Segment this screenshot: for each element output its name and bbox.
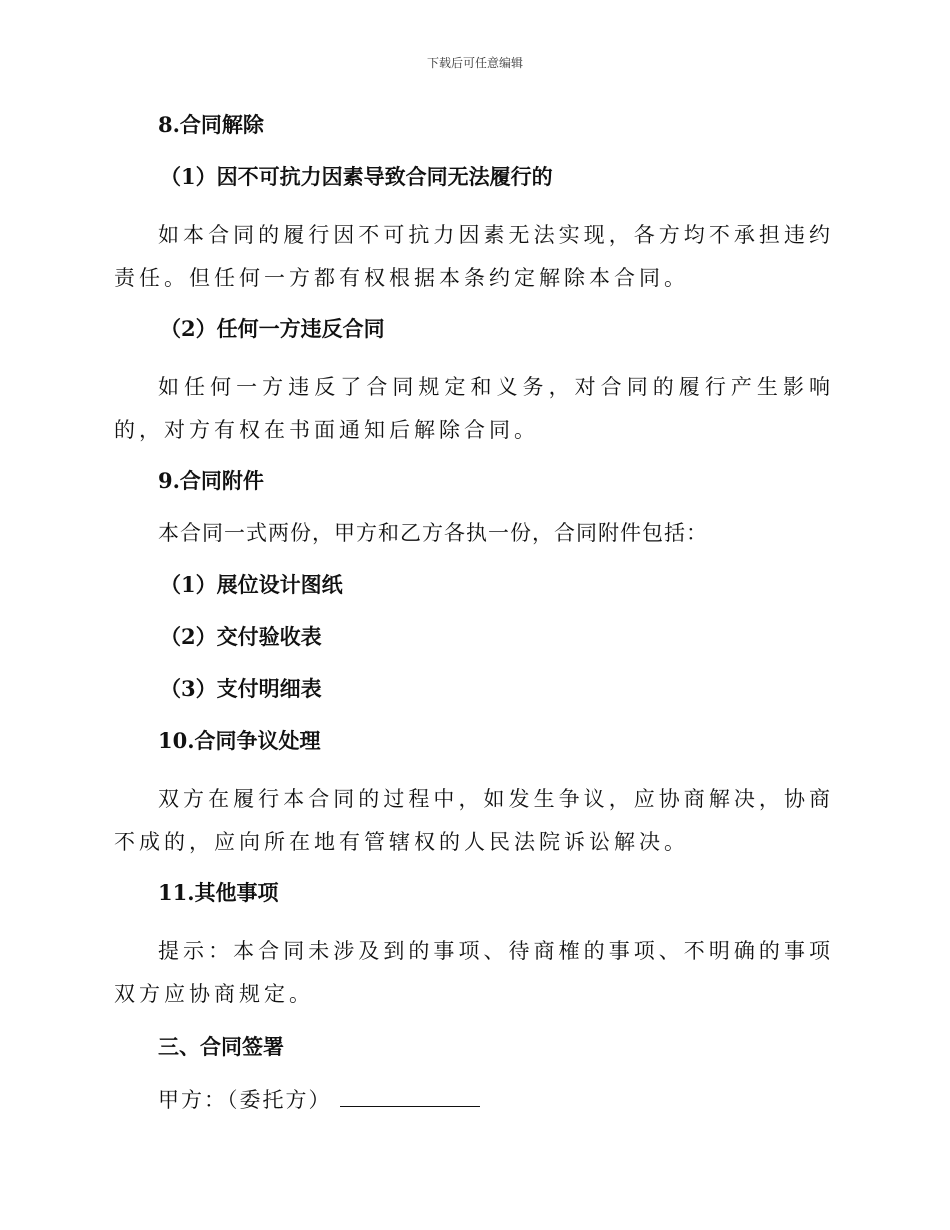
party-a-label: 甲方：（委托方） bbox=[158, 1088, 332, 1112]
paragraph-force-majeure: 如本合同的履行因不可抗力因素无法实现，各方均不承担违约责任。但任何一方都有权根据本条约定解除本合同。 bbox=[114, 223, 834, 290]
paragraph-attachments-intro: 本合同一式两份，甲方和乙方各执一份，合同附件包括： bbox=[158, 521, 708, 545]
subheading-force-majeure: （1）因不可抗力因素导致合同无法履行的 bbox=[160, 164, 553, 189]
section-heading-attachments: 9.合同附件 bbox=[158, 468, 264, 493]
document-body bbox=[114, 110, 834, 1115]
attachment-item-payment-schedule: （3）支付明细表 bbox=[160, 676, 322, 701]
section-heading-dispute-resolution: 10.合同争议处理 bbox=[158, 728, 321, 753]
page-header: 下载后可任意编辑 bbox=[426, 56, 523, 70]
attachment-item-design-drawings: （1）展位设计图纸 bbox=[160, 572, 343, 597]
section-heading-signature: 三、合同签署 bbox=[158, 1034, 284, 1059]
subheading-breach: （2）任何一方违反合同 bbox=[160, 316, 385, 341]
paragraph-dispute-resolution: 双方在履行本合同的过程中，如发生争议，应协商解决，协商不成的，应向所在地有管辖权的人民法院诉讼解决。 bbox=[114, 787, 834, 854]
attachment-item-acceptance-form: （2）交付验收表 bbox=[160, 624, 322, 649]
section-heading-contract-termination: 8.合同解除 bbox=[158, 112, 264, 137]
party-a-signature-blank[interactable] bbox=[340, 1084, 480, 1107]
signature-line-party-a bbox=[158, 1084, 834, 1115]
paragraph-other-matters: 提示：本合同未涉及到的事项、待商榷的事项、不明确的事项双方应协商规定。 bbox=[114, 939, 834, 1006]
section-heading-other-matters: 11.其他事项 bbox=[158, 880, 279, 905]
paragraph-breach: 如任何一方违反了合同规定和义务，对合同的履行产生影响的，对方有权在书面通知后解除合同。 bbox=[114, 375, 834, 442]
